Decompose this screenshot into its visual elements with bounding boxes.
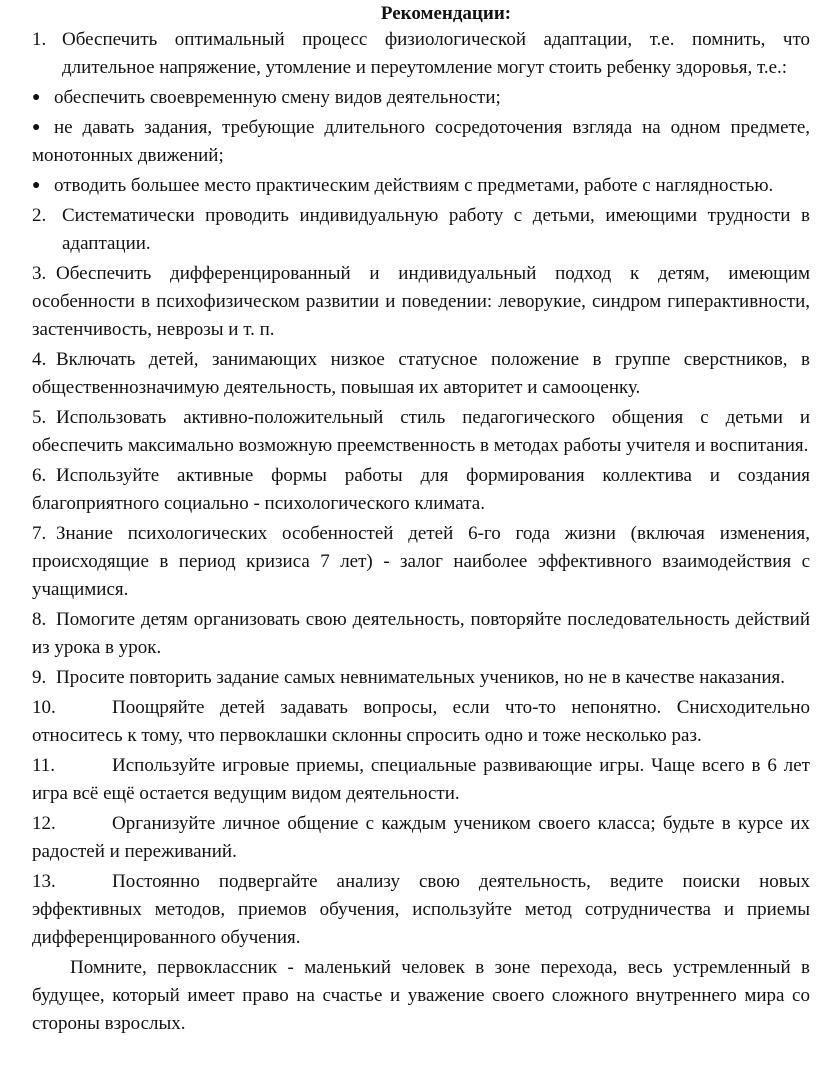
document-title: Рекомендации: [380,3,512,24]
item-text: Включать детей, занимающих низкое статусное положение в группе сверстников, в общественнозначимую деятельность, повышая их авторитет и самооценку. [32,349,810,398]
item-number: 8. [32,609,47,630]
bullet-item [32,172,810,200]
bullet-icon: ● [32,120,41,135]
item-text: Знание психологических особенностей детей 6-го года жизни (включая изменения, происходящие в период кризиса 7 лет) - залог наиболее эффективного взаимодействия с учащимися. [32,523,810,600]
item-number: 13. [32,871,56,892]
closing-paragraph: Помните, первоклассник - маленький человек в зоне перехода, весь устремленный в будущее, который имеет право на счастье и уважение своего сложного внутреннего мира со стороны взрослых. [32,957,810,1034]
item-text: Организуйте личное общение с каждым учеником своего класса; будьте в курсе их радостей и переживаний. [32,813,810,862]
item-text: Обеспечить оптимальный процесс физиологической адаптации, т.е. помнить, что длительное напряжение, утомление и переутомление могут стоить ребенку здоровья, т.е.: [62,29,810,78]
item-number: 2. [32,205,47,226]
item-number: 11. [32,755,56,776]
item-number: 7. [32,523,47,544]
item-number: 6. [32,465,47,486]
list-item-2 [32,202,810,258]
list-item-4 [32,346,810,402]
list-item-6 [32,462,810,518]
list-item-3 [32,260,810,344]
item-number: 12. [32,813,56,834]
bullet-text: обеспечить своевременную смену видов деятельности; [54,87,501,108]
list-item-8 [32,606,810,662]
item-number: 10. [32,697,56,718]
item-number: 5. [32,407,47,428]
item-text: Помогите детям организовать свою деятельность, повторяйте последовательность действий из урока в урок. [32,609,810,658]
bullet-text: отводить большее место практическим действиям с предметами, работе с наглядностью. [54,175,774,196]
item-text: Просите повторить задание самых невнимательных учеников, но не в качестве наказания. [56,667,786,688]
list-item-1 [32,26,810,82]
bullet-icon: ● [32,90,41,105]
item-number: 9. [32,667,47,688]
bullet-icon: ● [32,178,41,193]
item-text: Использовать активно-положительный стиль педагогического общения с детьми и обеспечить максимально возможную преемственность в методах работы учителя и воспитания. [32,407,810,456]
list-item-9 [32,664,810,692]
bullet-item [32,84,810,112]
item-text: Поощряйте детей задавать вопросы, если что-то непонятно. Снисходительно относитесь к тому, что первоклашки склонны спросить одно и тоже несколько раз. [32,697,810,746]
list-item-5 [32,404,810,460]
list-item-13 [32,868,810,952]
item-number: 1. [32,29,47,50]
list-item-7 [32,520,810,604]
item-text: Используйте активные формы работы для формирования коллектива и создания благоприятного социально - психологического климата. [32,465,810,514]
item-text: Обеспечить дифференцированный и индивидуальный подход к детям, имеющим особенности в психофизическом развитии и поведении: леворукие, синдром гиперактивности, застенчивость, неврозы и т. п. [32,263,810,340]
item-text: Используйте игровые приемы, специальные развивающие игры. Чаще всего в 6 лет игра всё ещё остается ведущим видом деятельности. [32,755,810,804]
list-item-12 [32,810,810,866]
item-text: Постоянно подвергайте анализу свою деятельность, ведите поиски новых эффективных методов, приемов обучения, используйте метод сотрудничества и приемы дифференцированного обучения. [32,871,810,948]
list-item-10 [32,694,810,750]
item-number: 3. [32,263,47,284]
item-text: Систематически проводить индивидуальную работу с детьми, имеющими трудности в адаптации. [62,205,810,254]
bullet-text: не давать задания, требующие длительного сосредоточения взгляда на одном предмете, монотонных движений; [32,117,810,166]
list-item-11 [32,752,810,808]
item-number: 4. [32,349,47,370]
bullet-item [32,114,810,170]
